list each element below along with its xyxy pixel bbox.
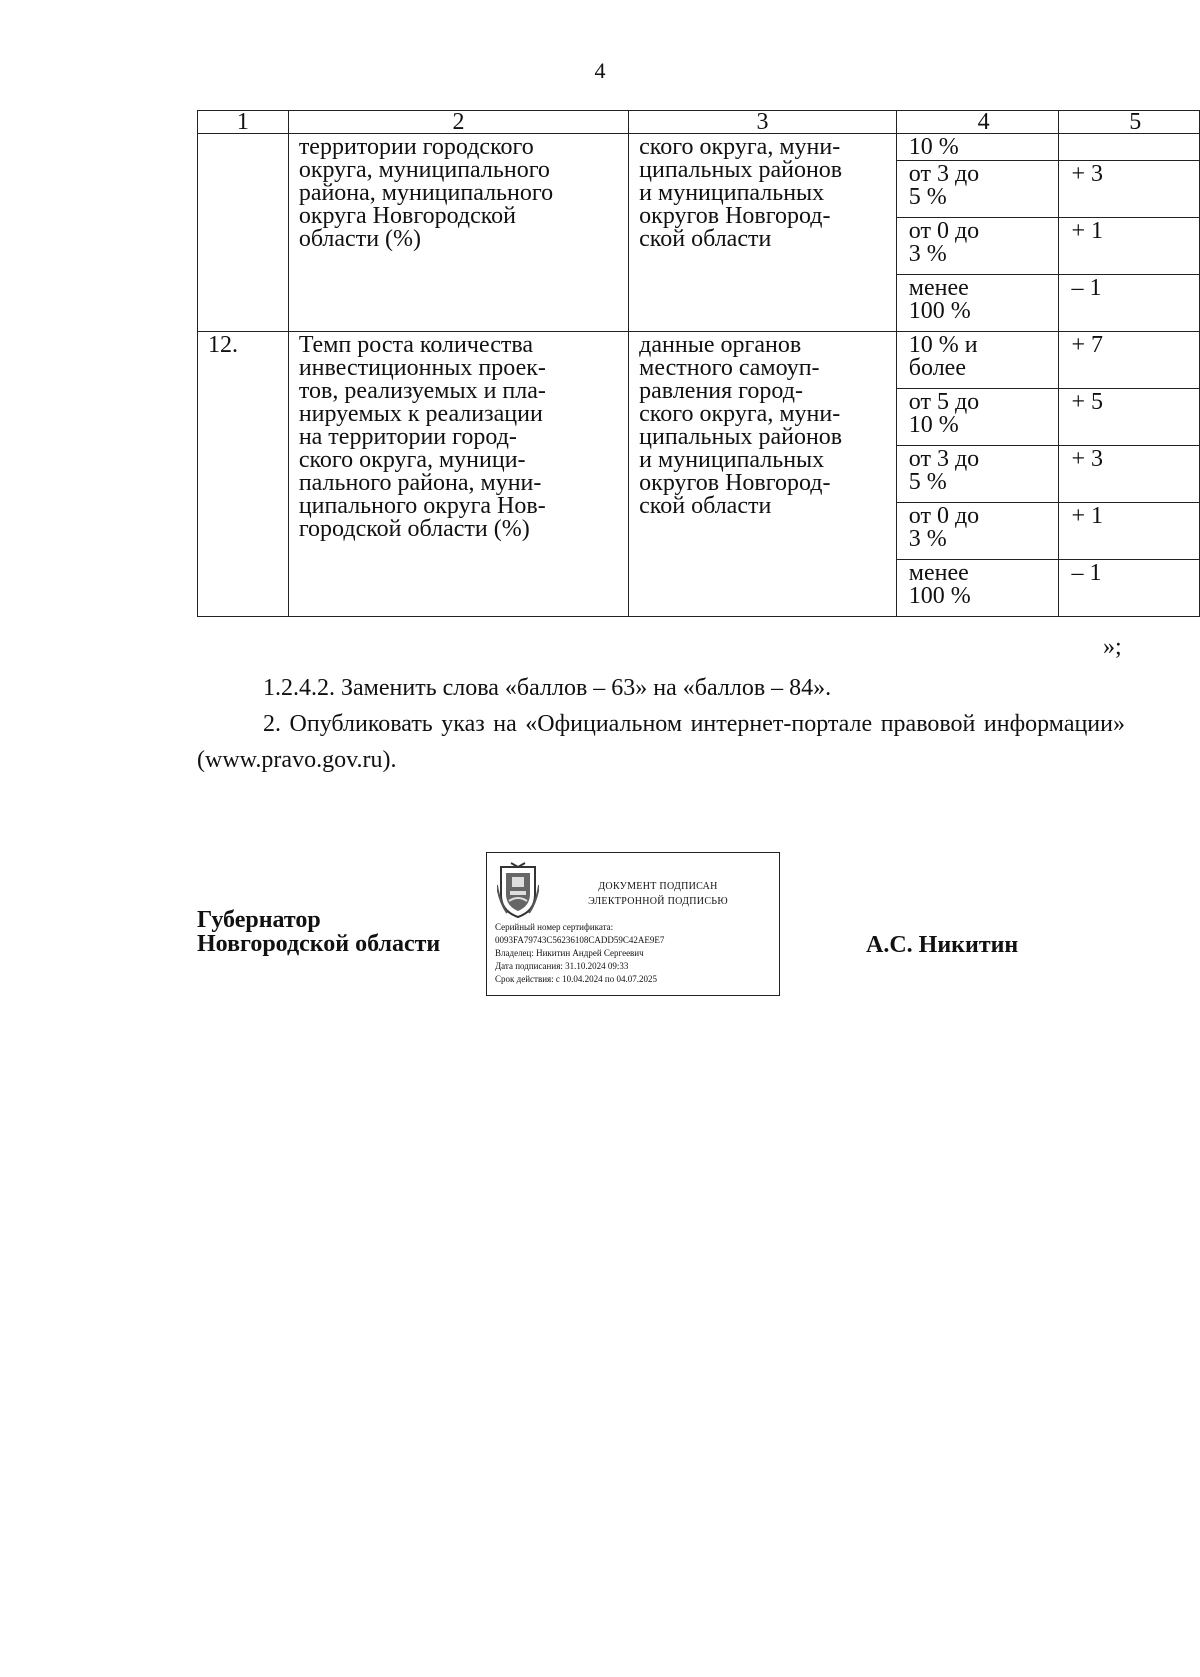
cell-text-line: от 0 до	[908, 503, 980, 529]
cell-text-line: ской области	[639, 226, 772, 252]
header-cell-2: 2	[288, 111, 628, 134]
cell-text-line: от 0 до	[908, 218, 980, 244]
indicator-cell	[288, 332, 628, 617]
score-cell: + 1	[1059, 503, 1200, 560]
page-number: 4	[594, 58, 606, 83]
cell-text-line: ского округа, муни-	[639, 134, 841, 160]
cell-text-line: 100 %	[908, 298, 971, 324]
cell-text-line: менее	[908, 560, 969, 586]
cell-text-line: ципальных районов	[639, 424, 843, 450]
cell-text-line: округа Новгородской	[298, 203, 517, 229]
stamp-sign-date: Дата подписания: 31.10.2024 09:33	[495, 961, 629, 971]
cell-text-line: 10 % и	[908, 332, 978, 358]
signatory-title-line: Новгородской области	[197, 931, 441, 957]
cell-text-line: 5 %	[908, 469, 947, 495]
stamp-heading	[551, 879, 765, 909]
cell-text-line: округов Новгород-	[639, 470, 831, 496]
table-row	[198, 134, 1200, 161]
cell-text-line: ского округа, муници-	[298, 447, 526, 473]
cell-text-line: данные органов	[639, 332, 802, 358]
range-cell	[896, 503, 1059, 560]
cell-text-line: района, муниципального	[298, 180, 554, 206]
cell-text-line: на территории город-	[298, 424, 517, 450]
cell-text-line: и муниципальных	[639, 180, 825, 206]
cell-text-line: округов Новгород-	[639, 203, 831, 229]
cell-text-line: области (%)	[298, 226, 422, 252]
cell-text-line: нируемых к реализации	[298, 401, 543, 427]
cell-text-line: тов, реализуемых и пла-	[298, 378, 546, 404]
cell-text-line: ципального округа Нов-	[298, 493, 546, 519]
cell-text-line: 10 %	[908, 134, 959, 160]
cell-text-line: и муниципальных	[639, 447, 825, 473]
score-cell: + 7	[1059, 332, 1200, 389]
cell-text-line: более	[908, 355, 966, 381]
range-cell	[896, 134, 1059, 161]
stamp-details	[495, 921, 775, 986]
criteria-table	[197, 110, 1200, 617]
range-cell	[896, 332, 1059, 389]
cell-text-line: 3 %	[908, 241, 947, 267]
cell-text-line: 10 %	[908, 412, 959, 438]
range-cell	[896, 560, 1059, 617]
range-cell	[896, 218, 1059, 275]
source-cell	[629, 134, 897, 332]
range-cell	[896, 275, 1059, 332]
header-cell-4: 4	[896, 111, 1059, 134]
score-cell	[1059, 134, 1200, 161]
score-cell: – 1	[1059, 560, 1200, 617]
cell-text-line: менее	[908, 275, 969, 301]
cell-text-line: инвестиционных проек-	[298, 355, 546, 381]
cell-text-line: городской области (%)	[298, 516, 530, 542]
score-cell: + 3	[1059, 161, 1200, 218]
cell-text-line: пального района, муни-	[298, 470, 542, 496]
cell-text-line: равления город-	[639, 378, 803, 404]
header-cell-5: 5	[1059, 111, 1200, 134]
table-header-row	[198, 111, 1200, 134]
header-cell-1: 1	[198, 111, 289, 134]
publication-paragraph: 2. Опубликовать указ на «Официальном интернет-портале правовой информации» (www.pravo.gov.ru).	[197, 711, 1125, 773]
cell-text-line: ципальных районов	[639, 157, 843, 183]
stamp-validity: Срок действия: с 10.04.2024 по 04.07.2025	[495, 974, 657, 984]
signatory-title	[197, 908, 440, 956]
cell-text-line: от 3 до	[908, 161, 980, 187]
score-cell: + 1	[1059, 218, 1200, 275]
source-cell	[629, 332, 897, 617]
cell-text-line: округа, муниципального	[298, 157, 550, 183]
stamp-cert-label: Серийный номер сертификата:	[495, 922, 614, 932]
score-cell: – 1	[1059, 275, 1200, 332]
cell-text-line: 5 %	[908, 184, 947, 210]
cell-text-line: от 3 до	[908, 446, 980, 472]
signatory-title-line: Губернатор	[197, 907, 321, 933]
indicator-cell	[288, 134, 628, 332]
row-number-cell: 12.	[198, 332, 289, 617]
score-cell: + 5	[1059, 389, 1200, 446]
range-cell	[896, 161, 1059, 218]
row-number-cell	[198, 134, 289, 332]
stamp-cert-number: 0093FA79743C56236108CADD59C42AE9E7	[495, 935, 665, 945]
cell-text-line: ской области	[639, 493, 772, 519]
cell-text-line: Темп роста количества	[298, 332, 533, 358]
coat-of-arms-icon	[497, 861, 539, 919]
signatory-name: А.С. Никитин	[866, 932, 1019, 958]
stamp-owner: Владелец: Никитин Андрей Сергеевич	[495, 948, 644, 958]
range-cell	[896, 389, 1059, 446]
cell-text-line: от 5 до	[908, 389, 980, 415]
closing-quote: »;	[1103, 634, 1122, 660]
stamp-heading-line: ДОКУМЕНТ ПОДПИСАН	[598, 881, 718, 892]
cell-text-line: территории городского	[298, 134, 534, 160]
stamp-heading-line: ЭЛЕКТРОННОЙ ПОДПИСЬЮ	[588, 896, 728, 907]
score-cell: + 3	[1059, 446, 1200, 503]
amendment-paragraph: 1.2.4.2. Заменить слова «баллов – 63» на «баллов – 84».	[263, 675, 832, 701]
range-cell	[896, 446, 1059, 503]
cell-text-line: местного самоуп-	[639, 355, 820, 381]
header-cell-3: 3	[629, 111, 897, 134]
cell-text-line: 100 %	[908, 583, 971, 609]
electronic-signature-stamp	[486, 852, 780, 996]
cell-text-line: ского округа, муни-	[639, 401, 841, 427]
cell-text-line: 3 %	[908, 526, 947, 552]
table-row	[198, 332, 1200, 389]
